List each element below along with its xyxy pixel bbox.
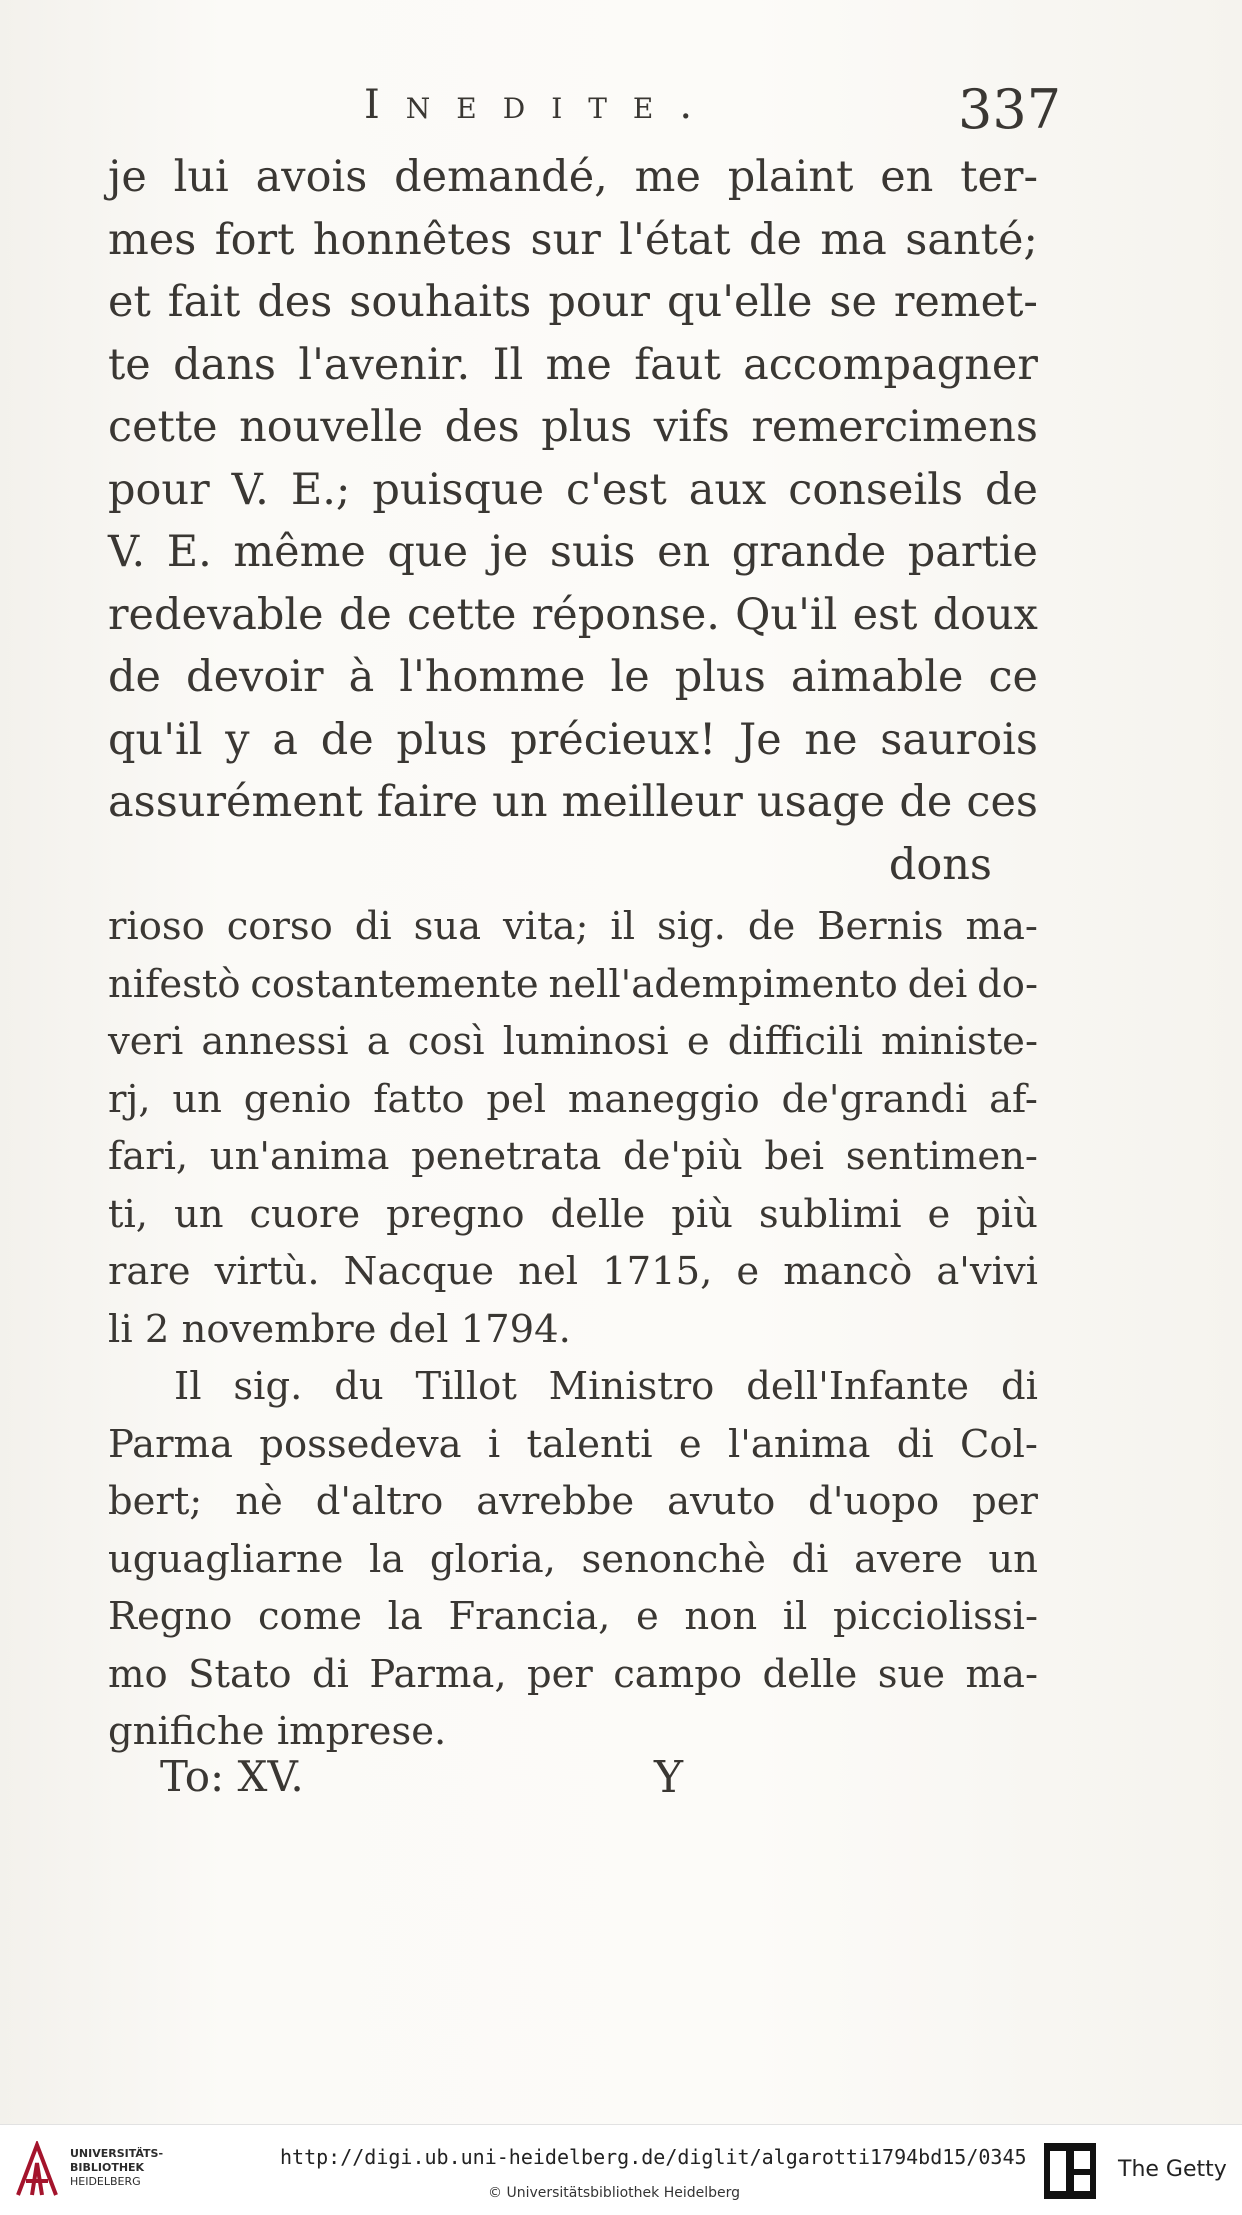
word: e (678, 1421, 702, 1467)
word: a (366, 1019, 390, 1064)
word: aimable (790, 652, 964, 702)
word: ne (804, 714, 858, 765)
permalink-url[interactable]: http://digi.ub.uni-heidelberg.de/diglit/algarotti1794bd15/0345 (280, 2145, 1027, 2169)
word: costantemente (250, 961, 539, 1007)
word: d'uopo (808, 1479, 940, 1524)
word: fort (214, 214, 295, 265)
word: cuore (249, 1191, 361, 1237)
signature-mark: To: XV. (160, 1752, 304, 1801)
text-line (108, 1301, 1038, 1359)
word: bei (764, 1134, 825, 1179)
word: faire (376, 777, 479, 827)
word: di (791, 1536, 829, 1582)
word: corso (226, 904, 333, 949)
word: je (489, 527, 529, 577)
word: santé; (905, 214, 1038, 265)
word: annessi (201, 1019, 349, 1064)
word: pour (548, 277, 650, 327)
word: pregno (386, 1191, 525, 1237)
word: en (880, 152, 934, 202)
word: Bernis (817, 904, 944, 949)
word: dei (907, 961, 968, 1007)
word: dans (173, 339, 276, 390)
word: à (348, 652, 375, 702)
university-library-logo-icon (14, 2141, 60, 2199)
word: il (782, 1594, 808, 1639)
word: di (311, 1651, 349, 1697)
word: Il (492, 339, 524, 390)
word: fatto (373, 1076, 465, 1122)
text-line (108, 396, 1038, 459)
word: réponse. (531, 589, 720, 640)
word: i (487, 1421, 501, 1467)
word: de (748, 214, 802, 265)
word: sua (413, 904, 482, 949)
word: aux (688, 464, 767, 515)
word: V. (231, 464, 269, 515)
word: un (172, 1076, 222, 1122)
word: più (976, 1191, 1038, 1237)
word: le (610, 652, 650, 702)
word: delle (550, 1191, 646, 1237)
word: en (657, 527, 711, 577)
word: un'anima (209, 1134, 390, 1179)
word: rioso (108, 904, 205, 949)
word: de (108, 652, 161, 702)
word: nifestò (108, 961, 241, 1007)
word: Il (174, 1364, 202, 1409)
text-line (108, 646, 1038, 709)
word: remercimens (751, 402, 1038, 452)
viewer-footer-bar (0, 2124, 1242, 2215)
text-line (108, 146, 1038, 209)
word: maneggio (567, 1076, 760, 1122)
text-line (108, 771, 1038, 834)
word: l'avenir. (298, 339, 471, 390)
word: Col- (959, 1421, 1038, 1467)
word: avrebbe (476, 1479, 635, 1524)
word: Parma, (369, 1651, 507, 1697)
word: rare (108, 1249, 191, 1294)
word: Francia, (448, 1594, 611, 1639)
word: qu'il (108, 714, 203, 765)
word: sig. (656, 904, 726, 949)
word: grande (731, 527, 887, 577)
word: puisque (372, 464, 545, 515)
word: ma- (965, 1651, 1038, 1697)
word: rj, (108, 1076, 151, 1122)
text-line (108, 956, 1038, 1014)
word: nè (235, 1479, 283, 1524)
word: come (257, 1594, 363, 1639)
text-line (108, 898, 1038, 956)
word: il (610, 904, 636, 949)
word: di (896, 1421, 934, 1467)
word: af- (989, 1076, 1038, 1122)
word: senonchè (581, 1536, 766, 1582)
word: mo (108, 1651, 168, 1697)
word: de'grandi (781, 1076, 968, 1122)
word: saurois (880, 714, 1038, 765)
word: difficili (727, 1019, 863, 1064)
word: du (334, 1364, 384, 1409)
word: faut (634, 339, 721, 390)
word: vifs (653, 402, 730, 452)
word: di (1000, 1364, 1038, 1409)
word: et (108, 277, 151, 327)
word: de (320, 714, 374, 765)
word: de (899, 777, 953, 827)
word: devoir (186, 652, 324, 702)
university-library-name (70, 2147, 163, 2189)
word: non (684, 1594, 758, 1639)
text-line (108, 209, 1038, 272)
text-line (108, 459, 1038, 522)
word: a (272, 714, 298, 765)
text-line (108, 1186, 1038, 1244)
word: cette (108, 402, 218, 452)
signature-letter: Y (654, 1752, 684, 1803)
word: avois (255, 152, 368, 202)
word: meilleur (561, 777, 743, 827)
word: fait (167, 277, 241, 327)
word: redevable (108, 589, 324, 640)
word: Ministro (548, 1364, 715, 1409)
text-line (108, 1416, 1038, 1474)
text-line (108, 1473, 1038, 1531)
word: mancò (783, 1249, 913, 1294)
word: e (635, 1594, 659, 1639)
word: Nacque (343, 1249, 495, 1294)
word: più (671, 1191, 733, 1237)
word: te (108, 339, 151, 390)
word: un (492, 777, 548, 827)
word: talenti (526, 1421, 653, 1467)
word: nouvelle (239, 402, 424, 452)
text-line (108, 709, 1038, 772)
word: ter- (960, 152, 1038, 202)
word: Je (738, 714, 782, 765)
word: V. (108, 527, 146, 577)
word: do- (977, 961, 1038, 1007)
text-line (108, 1128, 1038, 1186)
word: est (852, 589, 918, 640)
word: Regno (108, 1594, 233, 1639)
word: sig. (233, 1364, 303, 1409)
word: l'anima (727, 1421, 871, 1467)
getty-logo-icon (1044, 2143, 1096, 2199)
word: la (368, 1536, 405, 1582)
catchword: dons (888, 839, 992, 890)
page-number: 337 (958, 78, 1062, 141)
word: dell'Infante (746, 1364, 970, 1409)
word: bert; (108, 1479, 203, 1524)
word: pel (486, 1076, 547, 1122)
word: E. (166, 527, 212, 577)
word: l'état (619, 214, 731, 265)
word: assurément (108, 777, 363, 827)
library-name-line: BIBLIOTHEK (70, 2161, 145, 2174)
word: que (387, 527, 469, 577)
word: Stato (188, 1651, 292, 1697)
library-name-line: HEIDELBERG (70, 2175, 141, 2188)
text-line (108, 334, 1038, 397)
word: pour (108, 464, 210, 515)
word: l'homme (399, 652, 586, 702)
word: vita; (503, 904, 589, 949)
word: uguagliarne (108, 1536, 344, 1582)
word: per (972, 1479, 1038, 1524)
word: de (338, 589, 392, 640)
word: di (354, 904, 392, 949)
word: mes (108, 214, 197, 265)
word: souhaits (349, 277, 532, 327)
word: e (686, 1019, 710, 1064)
word: accompagner (743, 339, 1038, 390)
word: lui (173, 152, 229, 202)
word: gloria, (429, 1536, 556, 1582)
word: y (225, 714, 250, 765)
word: picciolissi- (832, 1594, 1038, 1639)
word: cette (406, 589, 517, 640)
word: nell'adempimento (548, 961, 898, 1007)
word: conseils (788, 464, 964, 515)
word: sentimen- (845, 1134, 1038, 1179)
word: a'vivi (936, 1249, 1038, 1294)
word: virtù. (214, 1249, 320, 1294)
word: nel (518, 1249, 579, 1294)
word: gnifiche imprese. (108, 1709, 447, 1754)
word: genio (243, 1076, 352, 1122)
italian-note (108, 898, 1038, 1761)
word: suis (549, 527, 636, 577)
text-line (108, 584, 1038, 647)
word: avere (854, 1536, 963, 1582)
word: partie (907, 527, 1038, 577)
word: un (173, 1191, 224, 1237)
word: se (829, 277, 877, 327)
word: e (736, 1249, 760, 1294)
word: veri (108, 1019, 184, 1064)
text-line (108, 1588, 1038, 1646)
word: ti, (108, 1191, 149, 1237)
text-line (108, 1358, 1038, 1416)
word: des (257, 277, 333, 327)
word: des (444, 402, 520, 452)
word: e (927, 1191, 951, 1237)
word: honnêtes (312, 214, 513, 265)
word: li 2 novembre del 1794. (108, 1306, 571, 1352)
word: me (545, 339, 612, 390)
word: 1715, (602, 1249, 713, 1294)
getty-partner-name: The Getty (1118, 2157, 1227, 2182)
word: possedeva (259, 1421, 462, 1467)
french-paragraph (108, 146, 1038, 896)
word: ministe- (881, 1019, 1038, 1064)
word: demandé, (394, 152, 608, 202)
word: penetrata (411, 1134, 602, 1179)
word: sur (530, 214, 601, 265)
text-line (108, 1013, 1038, 1071)
word: qu'elle (666, 277, 813, 327)
word: remet- (893, 277, 1038, 327)
copyright-notice: © Universitätsbibliothek Heidelberg (488, 2185, 741, 2201)
word: doux (932, 589, 1038, 640)
word: per (526, 1651, 593, 1697)
word: così (407, 1019, 485, 1064)
word: fari, (108, 1134, 189, 1179)
word: sublimi (758, 1191, 902, 1237)
word: un (988, 1536, 1038, 1582)
word: de (747, 904, 796, 949)
word: la (387, 1594, 423, 1639)
word: Qu'il (735, 589, 838, 640)
text-line (108, 271, 1038, 334)
library-name-line: UNIVERSITÄTS- (70, 2147, 164, 2160)
word: ma- (965, 904, 1038, 949)
word: de'più (622, 1134, 743, 1179)
word: campo (613, 1651, 743, 1697)
word: de (985, 464, 1038, 515)
word: avuto (667, 1479, 776, 1524)
word: je (108, 152, 147, 202)
word: delle (762, 1651, 858, 1697)
text-line (108, 1531, 1038, 1589)
word: plus (396, 714, 488, 765)
running-title: Inedite. (364, 82, 719, 128)
word: luminosi (502, 1019, 669, 1064)
page-header (0, 78, 1242, 148)
word: sue (877, 1651, 946, 1697)
text-line (108, 1646, 1038, 1704)
word: ces (966, 777, 1038, 827)
word: E.; (290, 464, 351, 515)
word: même (233, 527, 366, 577)
word: ce (988, 652, 1038, 702)
text-line (108, 1071, 1038, 1129)
word: c'est (566, 464, 667, 515)
text-line (108, 1243, 1038, 1301)
word: d'altro (315, 1479, 444, 1524)
word: Parma (108, 1421, 233, 1467)
text-line (108, 521, 1038, 584)
word: usage (756, 777, 886, 827)
word: ma (820, 214, 887, 265)
word: plaint (727, 152, 854, 202)
word: Tillot (415, 1364, 517, 1409)
word: plus (541, 402, 633, 452)
word: précieux! (510, 714, 717, 765)
word: plus (674, 652, 766, 702)
word: me (634, 152, 701, 202)
